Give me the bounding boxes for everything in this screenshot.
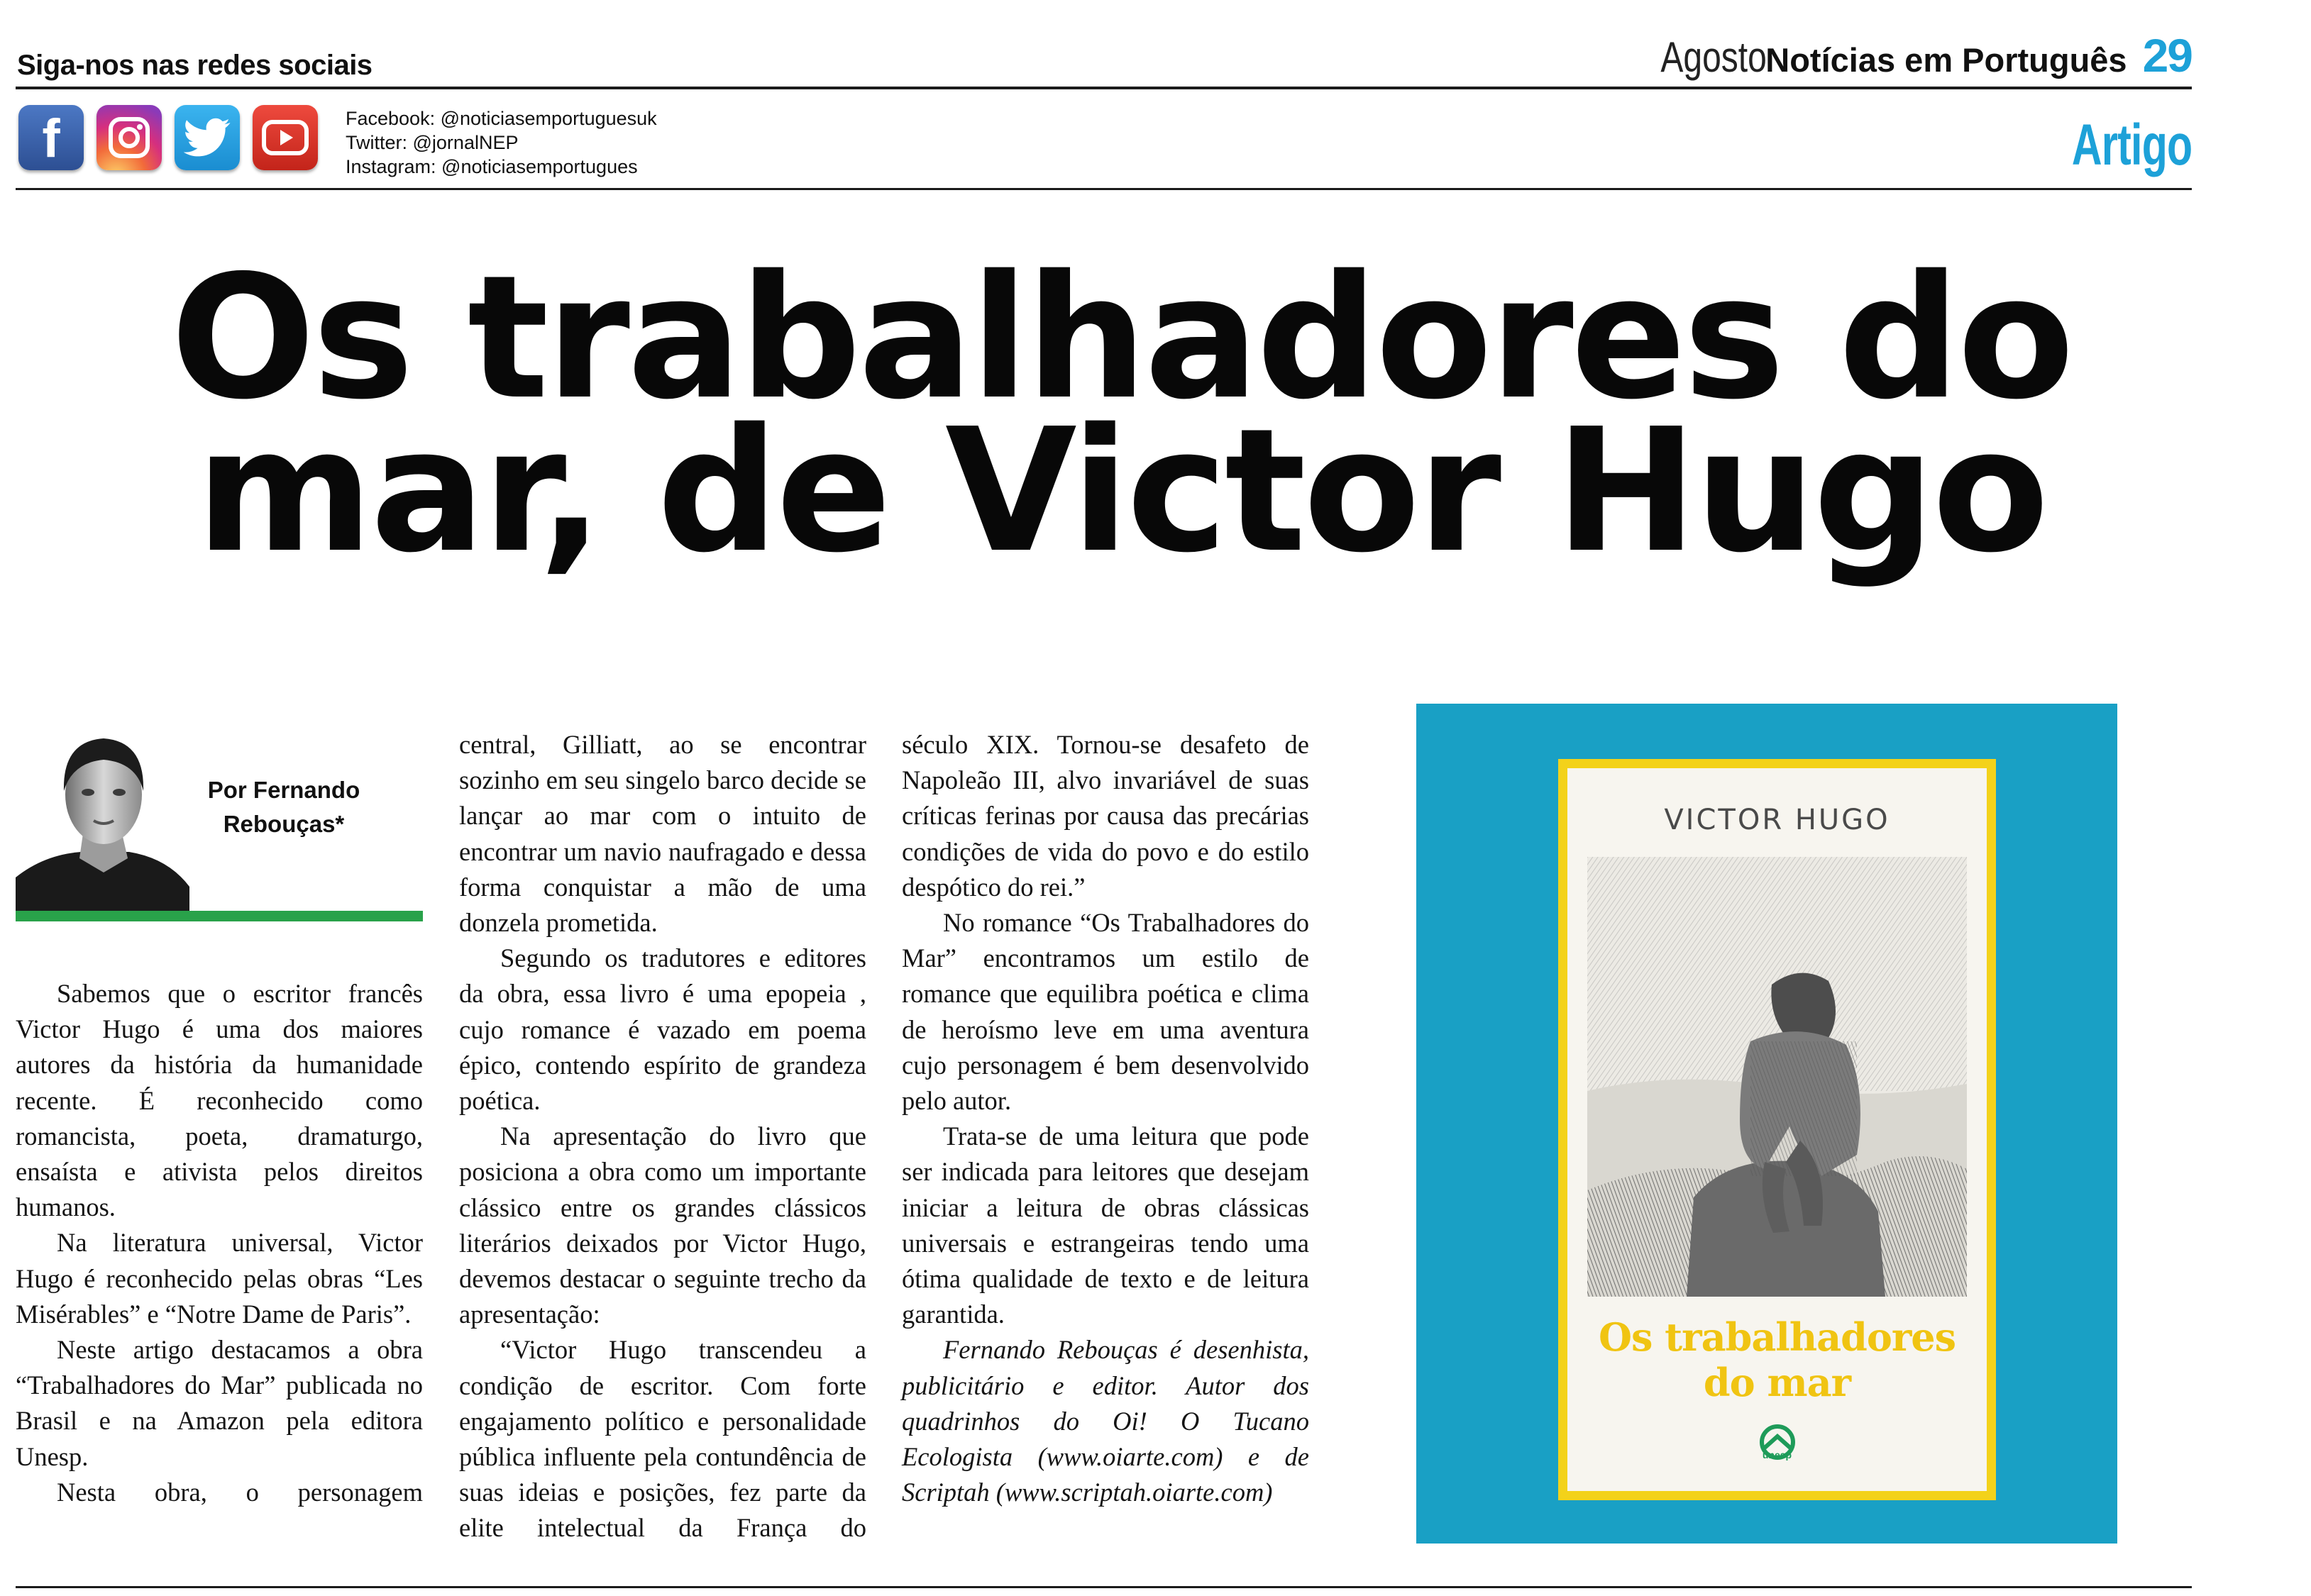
masthead [1634, 28, 2192, 82]
article-headline [43, 238, 2200, 590]
instagram-handle: Instagram: @noticiasemportugues [346, 156, 638, 177]
facebook-handle: Facebook: @noticiasemportuguesuk [346, 108, 657, 129]
article-paragraph: Neste artigo destacamos a obra “Trabalhadores do Mar” publicada no Brasil e na Amazon pela editora Unesp. [16, 1335, 423, 1471]
twitter-handle: Twitter: @jornalNEP [346, 132, 519, 153]
header-rule [16, 87, 2192, 89]
book-cover-illustration [1587, 857, 1967, 1297]
facebook-icon[interactable] [18, 105, 84, 170]
book-cover-author: VICTOR HUGO [1664, 804, 1890, 836]
book-cover-title-line-2: do mar [1703, 1360, 1851, 1405]
headline-line-1: Os trabalhadores do [170, 238, 2072, 437]
author-bio: Fernando Rebouças é desenhista, publicitário e editor. Autor dos quadrinhos do Oi! O Tucano Ecologista (www.oiarte.com) e de Scriptah (www.scriptah.oiarte.com) [902, 1335, 1309, 1507]
headline-line-2: mar, de Victor Hugo [196, 392, 2046, 590]
svg-text:f: f [42, 113, 60, 162]
byline-divider [16, 911, 423, 921]
section-rule [16, 188, 2192, 190]
social-icons [18, 105, 318, 170]
book-cover [1416, 704, 2117, 1544]
footer-rule [16, 1586, 2192, 1588]
byline-line-1: Por Fernando [207, 777, 360, 803]
article-paragraph: No romance “Os Trabalhadores do Mar” encontramos um estilo de romance que equilibra poética e clima de heroísmo leve em uma aventura cujo personagem é bem desenvolvido pelo autor. [902, 908, 1309, 1116]
article-paragraph: século XIX. Tornou-se desafeto de Napoleão III, alvo invariável de suas críticas ferinas por causa das precárias condições de vida do povo e do estilo despótico do rei.” [902, 730, 1309, 902]
article-paragraph: Na apresentação do livro que posiciona a obra como um importante clássico entre os grandes clássicos literários deixados por Victor Hugo, devemos destacar o seguinte trecho da apresentação: [459, 1121, 866, 1329]
book-cover-title [1567, 1314, 1987, 1405]
social-follow-label: Siga-nos nas redes sociais [17, 50, 373, 81]
book-cover-frame [1558, 759, 1996, 1500]
author-photo [16, 713, 189, 911]
article-paragraph: central, Gilliatt, ao se encontrar sozinho em seu singelo barco decide se lançar ao mar com o intuito de encontrar um navio naufragado e dessa forma conquistar a mão de uma donzela prometida. [459, 730, 866, 938]
youtube-icon[interactable] [253, 105, 318, 170]
article-paragraph: Na literatura universal, Victor Hugo é reconhecido pelas obras “Les Misérables” e “Notre Dame de Paris”. [16, 1228, 423, 1329]
article-paragraph: Sabemos que o escritor francês Victor Hugo é uma dos maiores autores da história da humanidade recente. É reconhecido como romancista, poeta, dramaturgo, ensaísta e ativista pelos direitos humanos. [16, 979, 423, 1222]
article-paragraph: Segundo os tradutores e editores da obra, essa livro é uma epopeia , cujo romance é vazado em poema épico, contendo espírito de grandeza poética. [459, 943, 866, 1116]
page-number: 29 [2142, 29, 2192, 82]
newspaper-name: Notícias em Português [1765, 41, 2127, 79]
article-paragraph: Trata-se de uma leitura que pode ser indicada para leitores que desejam iniciar a leitura de obras clássicas universais e estrangeiras tendo uma ótima qualidade de texto e de leitura garantida. [902, 1121, 1309, 1329]
issue-month: Agosto [1660, 33, 1767, 81]
book-cover-title-line-1: Os trabalhadores [1598, 1314, 1956, 1360]
section-label: Artigo [2071, 113, 2192, 177]
twitter-icon[interactable] [175, 105, 240, 170]
article-paragraph: Nesta obra, o personagem [57, 1477, 423, 1507]
article-column-1 [16, 976, 423, 1510]
byline-line-2: Rebouças* [223, 811, 345, 837]
social-handles [346, 106, 657, 179]
article-column-2 [459, 727, 866, 1546]
article-column-3 [902, 727, 1309, 1510]
byline [192, 773, 376, 841]
instagram-icon[interactable] [96, 105, 162, 170]
book-cover-publisher: unesp [1762, 1449, 1792, 1461]
article-paragraph: “Victor Hugo transcendeu a condição de escritor. Com forte engajamento político e personalidade pública influente pela contundência de suas ideias e posições, fez parte da elite intelectual da França do [459, 1335, 866, 1543]
